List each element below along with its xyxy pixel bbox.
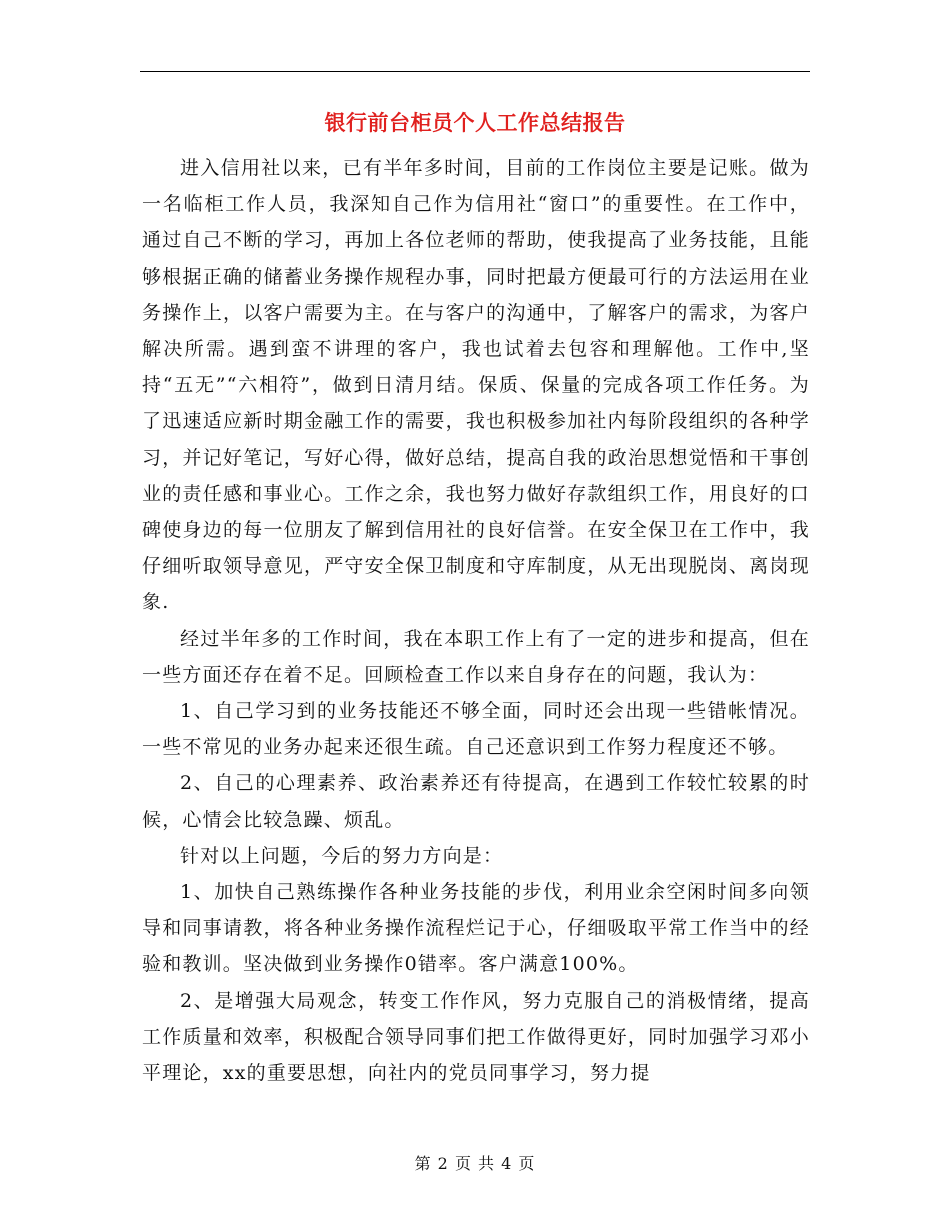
- page-number: 第 2 页 共 4 页: [414, 1154, 536, 1173]
- paragraph: 2、自己的心理素养、政治素养还有待提高，在遇到工作较忙较累的时候，心情会比较急躁、烦乱。: [142, 772, 810, 831]
- paragraph: 针对以上问题，今后的努力方向是：: [180, 844, 504, 867]
- paragraph: 1、自己学习到的业务技能还不够全面，同时还会出现一些错帐情况。一些不常见的业务办起来还很生疏。自己还意识到工作努力程度还不够。: [142, 700, 810, 759]
- paragraph: 2、是增强大局观念，转变工作作风，努力克服自己的消极情绪，提高工作质量和效率，积极配合领导同事们把工作做得更好，同时加强学习邓小平理论，xx的重要思想，向社内的党员同事学习，努力提: [142, 989, 810, 1085]
- paragraph: 进入信用社以来，已有半年多时间，目前的工作岗位主要是记账。做为一名临柜工作人员，我深知自己作为信用社“窗口”的重要性。在工作中，通过自己不断的学习，再加上各位老师的帮助，使我提高了业务技能，且能够根据正确的储蓄业务操作规程办事，同时把最方便最可行的方法运用在业务操作上，以客户需要为主。在与客户的沟通中，了解客户的需求，为客户解决所需。遇到蛮不讲理的客户，我也试着去包容和理解他。工作中,坚持“五无”“六相符”，做到日清月结。保质、保量的完成各项工作任务。为了迅速适应新时期金融工作的需要，我也积极参加社内每阶段组织的各种学习，并记好笔记，写好心得，做好总结，提高自我的政治思想觉悟和干事创业的责任感和事业心。工作之余，我也努力做好存款组织工作，用良好的口碑使身边的每一位朋友了解到信用社的良好信誉。在安全保卫在工作中，我仔细听取领导意见，严守安全保卫制度和守库制度，从无出现脱岗、离岗现象.: [142, 157, 810, 614]
- document-body: [142, 150, 810, 1091]
- document-title: 银行前台柜员个人工作总结报告: [324, 110, 626, 135]
- paragraph: 1、加快自己熟练操作各种业务技能的步伐，利用业余空闲时间多向领导和同事请教，将各种业务操作流程烂记于心，仔细吸取平常工作当中的经验和教训。坚决做到业务操作0错率。客户满意100%。: [142, 881, 810, 976]
- header-rule: [140, 71, 810, 72]
- paragraph: 经过半年多的工作时间，我在本职工作上有了一定的进步和提高，但在一些方面还存在着不足。回顾检查工作以来自身存在的问题，我认为：: [142, 627, 810, 686]
